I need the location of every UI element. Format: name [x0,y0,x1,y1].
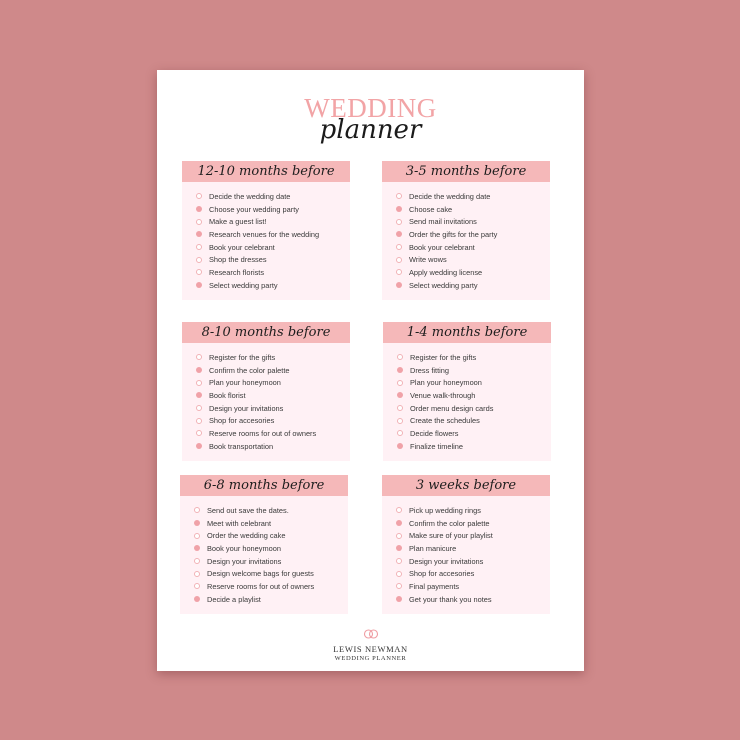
checklist-item[interactable] [182,402,350,415]
section-checklist [383,343,551,461]
unchecked-circle-icon[interactable] [196,193,202,199]
checklist-item[interactable] [182,414,350,427]
checklist-section [182,322,350,461]
unchecked-circle-icon[interactable] [396,558,402,564]
unchecked-circle-icon[interactable] [196,269,202,275]
unchecked-circle-icon[interactable] [396,244,402,250]
unchecked-circle-icon[interactable] [397,430,403,436]
checklist-item[interactable] [382,542,550,555]
checklist-section [382,161,550,300]
checklist-item-label: Finalize timeline [410,441,463,451]
checklist-item[interactable] [382,567,550,580]
checked-circle-icon[interactable] [194,545,200,551]
checked-circle-icon[interactable] [396,596,402,602]
checklist-item-label: Venue walk-through [410,390,476,400]
checklist-item[interactable] [383,389,551,402]
checklist-item-label: Dress fitting [410,365,450,375]
checklist-item[interactable] [182,253,350,266]
checklist-item-label: Make sure of your playlist [409,531,493,541]
unchecked-circle-icon[interactable] [194,571,200,577]
section-checklist [382,496,550,614]
checklist-item-label: Book transportation [209,441,274,451]
checklist-item-label: Design your invitations [207,556,282,566]
checklist-item[interactable] [182,440,350,453]
unchecked-circle-icon[interactable] [397,405,403,411]
checklist-item-label: Send out save the dates. [207,505,289,515]
checklist-item[interactable] [182,241,350,254]
double-ring-icon [360,625,382,637]
checklist-item-label: Select wedding party [409,280,478,290]
checklist-item[interactable] [383,402,551,415]
unchecked-circle-icon[interactable] [196,219,202,225]
unchecked-circle-icon[interactable] [194,533,200,539]
checklist-item[interactable] [182,389,350,402]
unchecked-circle-icon[interactable] [396,571,402,577]
checklist-item-label: Get your thank you notes [409,594,492,604]
checklist-item-label: Book your celebrant [409,242,475,252]
section-checklist [382,182,550,300]
planner-sheet [157,70,584,671]
checklist-item[interactable] [182,266,350,279]
unchecked-circle-icon[interactable] [196,430,202,436]
unchecked-circle-icon[interactable] [396,533,402,539]
checklist-item-label: Design welcome bags for guests [207,569,314,579]
checklist-item-label: Reserve rooms for out of owners [209,428,317,438]
unchecked-circle-icon[interactable] [196,418,202,424]
checklist-item[interactable] [180,542,348,555]
checklist-item[interactable] [182,203,350,216]
checklist-item-label: Decide flowers [410,428,459,438]
unchecked-circle-icon[interactable] [194,558,200,564]
checked-circle-icon[interactable] [397,443,403,449]
unchecked-circle-icon[interactable] [396,269,402,275]
checklist-item[interactable] [382,580,550,593]
checklist-section [182,161,350,300]
checklist-item[interactable] [383,364,551,377]
checked-circle-icon[interactable] [196,392,202,398]
checklist-item[interactable] [180,567,348,580]
checklist-item-label: Research florists [209,267,265,277]
checklist-item[interactable] [382,529,550,542]
checked-circle-icon[interactable] [396,206,402,212]
checklist-item[interactable] [382,279,550,292]
section-checklist [182,182,350,300]
checklist-item[interactable] [382,215,550,228]
checklist-item-label: Create the schedules [410,416,480,426]
checklist-item-label: Make a guest list! [209,217,267,227]
checklist-item[interactable] [180,529,348,542]
checklist-item[interactable] [382,266,550,279]
checklist-item[interactable] [180,555,348,568]
checklist-item[interactable] [182,364,350,377]
checklist-item-label: Shop the dresses [209,255,267,265]
unchecked-circle-icon[interactable] [397,354,403,360]
checklist-item-label: Plan your honeymoon [410,378,482,388]
checklist-item[interactable] [182,228,350,241]
unchecked-circle-icon[interactable] [396,219,402,225]
checklist-item-label: Meet with celebrant [207,518,272,528]
checked-circle-icon[interactable] [397,392,403,398]
checklist-item[interactable] [383,351,551,364]
checklist-item[interactable] [382,228,550,241]
checklist-item[interactable] [180,517,348,530]
checklist-item[interactable] [382,517,550,530]
checklist-item-label: Reserve rooms for out of owners [207,581,315,591]
checklist-item[interactable] [383,376,551,389]
checked-circle-icon[interactable] [396,545,402,551]
checklist-item-label: Design your invitations [209,403,284,413]
unchecked-circle-icon[interactable] [396,257,402,263]
checklist-item[interactable] [383,427,551,440]
section-checklist [180,496,348,614]
checklist-item[interactable] [382,241,550,254]
checklist-item-label: Decide the wedding date [409,191,491,201]
unchecked-circle-icon[interactable] [396,193,402,199]
checklist-item[interactable] [180,580,348,593]
checklist-item-label: Book your celebrant [209,242,275,252]
section-title: 12-10 months before [182,161,350,182]
checked-circle-icon[interactable] [194,596,200,602]
brand-name: LEWIS NEWMAN [333,644,408,654]
section-title: 3 weeks before [382,475,550,496]
checklist-item[interactable] [382,203,550,216]
checked-circle-icon[interactable] [396,231,402,237]
unchecked-circle-icon[interactable] [196,405,202,411]
checklist-section [180,475,348,614]
checklist-item[interactable] [182,427,350,440]
brand-logo [157,625,584,663]
checklist-item-label: Decide the wedding date [209,191,291,201]
section-title: 3-5 months before [382,161,550,182]
section-checklist [182,343,350,461]
checked-circle-icon[interactable] [196,206,202,212]
checklist-item[interactable] [182,215,350,228]
checklist-item-label: Register for the gifts [410,352,477,362]
planner-title: WEDDING [304,93,437,123]
checklist-item-label: Decide a playlist [207,594,261,604]
checklist-item[interactable] [182,279,350,292]
checklist-item-label: Order the gifts for the party [409,229,498,239]
checklist-item[interactable] [182,351,350,364]
unchecked-circle-icon[interactable] [396,583,402,589]
brand-tagline: WEDDING PLANNER [334,655,407,662]
checklist-section [382,475,550,614]
checklist-item-label: Apply wedding license [409,267,483,277]
checked-circle-icon[interactable] [396,282,402,288]
checklist-item-label: Pick up wedding rings [409,505,481,515]
unchecked-circle-icon[interactable] [196,244,202,250]
checklist-item[interactable] [382,504,550,517]
checklist-item-label: Order the wedding cake [207,531,286,541]
checklist-item-label: Choose your wedding party [209,204,299,214]
unchecked-circle-icon[interactable] [397,418,403,424]
unchecked-circle-icon[interactable] [196,354,202,360]
checklist-item[interactable] [180,504,348,517]
unchecked-circle-icon[interactable] [196,380,202,386]
checklist-item-label: Choose cake [409,204,453,214]
checklist-item-label: Plan your honeymoon [209,378,281,388]
planner-subtitle: planner [319,115,422,145]
checklist-item[interactable] [180,593,348,606]
checklist-item[interactable] [382,593,550,606]
section-title: 6-8 months before [180,475,348,496]
checklist-item-label: Send mail invitations [409,217,477,227]
section-title: 1-4 months before [383,322,551,343]
checked-circle-icon[interactable] [196,282,202,288]
checklist-item-label: Register for the gifts [209,352,276,362]
checklist-item-label: Plan manicure [409,543,457,553]
checklist-item[interactable] [382,190,550,203]
unchecked-circle-icon[interactable] [396,507,402,513]
checklist-item[interactable] [182,190,350,203]
checklist-item[interactable] [382,253,550,266]
checklist-item-label: Select wedding party [209,280,278,290]
checked-circle-icon[interactable] [396,520,402,526]
checked-circle-icon[interactable] [196,443,202,449]
checked-circle-icon[interactable] [196,231,202,237]
unchecked-circle-icon[interactable] [194,583,200,589]
checked-circle-icon[interactable] [196,367,202,373]
checklist-item-label: Book your honeymoon [207,543,281,553]
unchecked-circle-icon[interactable] [196,257,202,263]
checklist-item-label: Book florist [209,390,246,400]
section-title: 8-10 months before [182,322,350,343]
checked-circle-icon[interactable] [194,520,200,526]
checklist-item[interactable] [383,440,551,453]
checklist-item-label: Confirm the color palette [209,365,290,375]
checklist-item-label: Confirm the color palette [409,518,490,528]
checklist-item-label: Shop for accesories [409,569,475,579]
checklist-item[interactable] [382,555,550,568]
checklist-item-label: Order menu design cards [410,403,494,413]
checklist-item[interactable] [383,414,551,427]
checklist-item-label: Research venues for the wedding [209,229,320,239]
checklist-item-label: Write wows [409,255,447,265]
checklist-section [383,322,551,461]
checklist-item[interactable] [182,376,350,389]
unchecked-circle-icon[interactable] [194,507,200,513]
checklist-item-label: Final payments [409,581,460,591]
unchecked-circle-icon[interactable] [397,380,403,386]
checklist-item-label: Shop for accesories [209,416,275,426]
checked-circle-icon[interactable] [397,367,403,373]
checklist-item-label: Design your invitations [409,556,484,566]
